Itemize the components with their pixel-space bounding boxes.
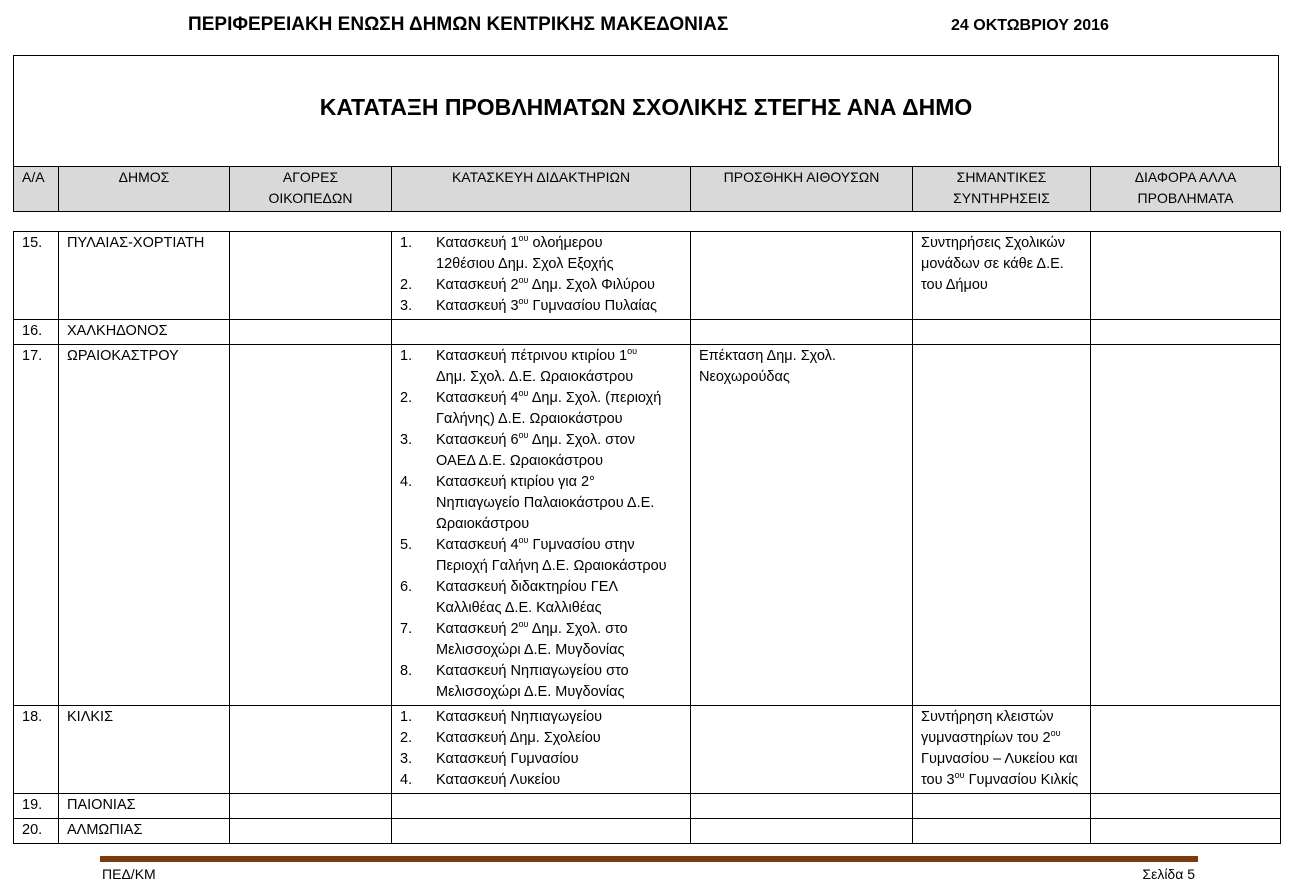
item-number: 2. (400, 277, 413, 293)
item-number: 2. (400, 730, 413, 746)
list-item (400, 661, 682, 703)
col-agores-line2: ΟΙΚΟΠΕΔΩΝ (268, 190, 353, 206)
row-number: 18. (14, 706, 59, 794)
item-text: Κατασκευή πέτρινου κτιρίου 1 (436, 348, 628, 364)
document-date: 24 ΟΚΤΩΒΡΙΟΥ 2016 (951, 17, 1109, 34)
row-number: 16. (14, 320, 59, 345)
municipality-name: ΠΥΛΑΙΑΣ-ΧΟΡΤΙΑΤΗ (59, 232, 230, 320)
item-number: 5. (400, 537, 413, 553)
item-number: 8. (400, 663, 413, 679)
header-table (13, 166, 1281, 212)
cell-diafora (1091, 819, 1281, 844)
cell-prosthiki (691, 819, 913, 844)
item-text: Δημ. Σχολ. Δ.Ε. Ωραιοκάστρου (436, 369, 634, 385)
item-text: Κατασκευή 2 (436, 277, 519, 293)
item-text: Ωραιοκάστρου (436, 516, 530, 532)
col-diafora-line1: ΔΙΑΦΟΡΑ ΑΛΛΑ (1134, 169, 1237, 185)
ordinal-suffix: ου (518, 388, 529, 398)
item-number: 3. (400, 432, 413, 448)
ordinal-suffix: ου (954, 770, 965, 780)
page-number: Σελίδα 5 (1142, 866, 1195, 882)
list-item (400, 388, 682, 430)
cell-agores (230, 345, 392, 706)
ordinal-suffix: ου (1050, 728, 1061, 738)
col-prosthiki: ΠΡΟΣΘΗΚΗ ΑΙΘΟΥΣΩΝ (691, 167, 913, 212)
ordinal-suffix: ου (518, 535, 529, 545)
cell-prosthiki: Επέκταση Δημ. Σχολ. Νεοχωρούδας (691, 345, 913, 706)
construction-list (400, 233, 682, 317)
cell-syntiriseis (913, 345, 1091, 706)
cell-agores (230, 794, 392, 819)
item-number: 7. (400, 621, 413, 637)
list-item (400, 430, 682, 472)
cell-diafora (1091, 232, 1281, 320)
table-row (14, 794, 1281, 819)
cell-syntiriseis (913, 819, 1091, 844)
item-text: ΟΑΕΔ Δ.Ε. Ωραιοκάστρου (436, 453, 604, 469)
item-text: Μελισσοχώρι Δ.Ε. Μυγδονίας (436, 642, 625, 658)
col-syntiriseis-line1: ΣΗΜΑΝΤΙΚΕΣ (956, 169, 1047, 185)
footer-organization: ΠΕΔ/ΚΜ (102, 866, 156, 882)
col-agores-line1: ΑΓΟΡΕΣ (282, 169, 339, 185)
item-number: 1. (400, 348, 413, 364)
organization-title: ΠΕΡΙΦΕΡΕΙΑΚΗ ΕΝΩΣΗ ΔΗΜΩΝ ΚΕΝΤΡΙΚΗΣ ΜΑΚΕΔΟΝΙΑΣ (188, 14, 729, 35)
ordinal-suffix: ου (518, 296, 529, 306)
list-item (400, 770, 682, 791)
construction-list (400, 346, 682, 703)
item-text: Κατασκευή Λυκείου (436, 772, 561, 788)
cell-syntiriseis (913, 794, 1091, 819)
item-text: Κατασκευή 1 (436, 235, 519, 251)
footer-divider (100, 856, 1198, 862)
item-number: 1. (400, 709, 413, 725)
item-text: Κατασκευή διδακτηρίου ΓΕΛ (436, 579, 619, 595)
list-item (400, 728, 682, 749)
maintenance-text: Συντήρηση κλειστών γυμναστηρίων του 2 (921, 709, 1054, 746)
item-number: 2. (400, 390, 413, 406)
row-number: 20. (14, 819, 59, 844)
item-text: Κατασκευή 3 (436, 298, 519, 314)
col-aa: Α/Α (14, 167, 59, 212)
col-syntiriseis-line2: ΣΥΝΤΗΡΗΣΕΙΣ (953, 190, 1050, 206)
col-kataskevi: ΚΑΤΑΣΚΕΥΗ ΔΙΔΑΚΤΗΡΙΩΝ (392, 167, 691, 212)
item-text: Κατασκευή κτιρίου για 2° (436, 474, 595, 490)
page-title: ΚΑΤΑΤΑΞΗ ΠΡΟΒΛΗΜΑΤΩΝ ΣΧΟΛΙΚΗΣ ΣΤΕΓΗΣ ΑΝΑ ΔΗΜΟ (319, 94, 973, 120)
item-text: Γυμνασίου Πυλαίας (528, 298, 658, 314)
list-item (400, 577, 682, 619)
list-item (400, 535, 682, 577)
item-text: ολοήμερου (528, 235, 603, 251)
maintenance-text: Γυμνασίου Κιλκίς (964, 772, 1079, 788)
ordinal-suffix: ου (627, 346, 638, 356)
item-text: Νηπιαγωγείο Παλαιοκάστρου Δ.Ε. (436, 495, 655, 511)
item-text: Κατασκευή Δημ. Σχολείου (436, 730, 601, 746)
ordinal-suffix: ου (518, 275, 529, 285)
col-dimos: ΔΗΜΟΣ (59, 167, 230, 212)
list-item (400, 275, 682, 296)
item-number: 6. (400, 579, 413, 595)
maintenance-text: Γυμνασίου – Λυκείου και του 3 (921, 751, 1078, 788)
item-text: Γαλήνης) Δ.Ε. Ωραιοκάστρου (436, 411, 623, 427)
item-number: 1. (400, 235, 413, 251)
item-number: 3. (400, 298, 413, 314)
cell-diafora (1091, 345, 1281, 706)
cell-diafora (1091, 706, 1281, 794)
cell-agores (230, 819, 392, 844)
item-text: Κατασκευή Γυμνασίου (436, 751, 579, 767)
col-agores (230, 167, 392, 212)
cell-syntiriseis (913, 320, 1091, 345)
municipality-name: ΚΙΛΚΙΣ (59, 706, 230, 794)
cell-kataskevi (392, 794, 691, 819)
row-number: 15. (14, 232, 59, 320)
table-row (14, 706, 1281, 794)
row-number: 17. (14, 345, 59, 706)
list-item (400, 707, 682, 728)
cell-kataskevi (392, 345, 691, 706)
list-item (400, 472, 682, 535)
list-item (400, 296, 682, 317)
cell-prosthiki (691, 232, 913, 320)
ordinal-suffix: ου (518, 430, 529, 440)
cell-syntiriseis (913, 706, 1091, 794)
list-item (400, 233, 682, 275)
col-diafora (1091, 167, 1281, 212)
item-text: Καλλιθέας Δ.Ε. Καλλιθέας (436, 600, 602, 616)
col-diafora-line2: ΠΡΟΒΛΗΜΑΤΑ (1137, 190, 1234, 206)
cell-agores (230, 232, 392, 320)
item-text: Γυμνασίου στην (528, 537, 635, 553)
ordinal-suffix: ου (518, 233, 529, 243)
data-table (13, 231, 1281, 844)
table-row (14, 345, 1281, 706)
header-row (14, 167, 1281, 212)
item-number: 4. (400, 772, 413, 788)
cell-kataskevi (392, 819, 691, 844)
cell-diafora (1091, 794, 1281, 819)
cell-kataskevi (392, 232, 691, 320)
list-item (400, 346, 682, 388)
document-header (0, 14, 1292, 40)
municipality-name: ΧΑΛΚΗΔΟΝΟΣ (59, 320, 230, 345)
item-text: Κατασκευή Νηπιαγωγείου στο (436, 663, 629, 679)
cell-prosthiki (691, 794, 913, 819)
list-item (400, 619, 682, 661)
item-text: Κατασκευή 2 (436, 621, 519, 637)
item-text: Περιοχή Γαλήνη Δ.Ε. Ωραιοκάστρου (436, 558, 667, 574)
table-row (14, 819, 1281, 844)
item-text: Κατασκευή Νηπιαγωγείου (436, 709, 603, 725)
cell-kataskevi (392, 320, 691, 345)
item-text: Κατασκευή 6 (436, 432, 519, 448)
cell-agores (230, 320, 392, 345)
item-text: Μελισσοχώρι Δ.Ε. Μυγδονίας (436, 684, 625, 700)
item-text: Δημ. Σχολ. στο (528, 621, 628, 637)
municipality-name: ΩΡΑΙΟΚΑΣΤΡΟΥ (59, 345, 230, 706)
item-number: 4. (400, 474, 413, 490)
list-item (400, 749, 682, 770)
cell-syntiriseis: Συντηρήσεις Σχολικών μονάδων σε κάθε Δ.Ε. του Δήμου (913, 232, 1091, 320)
item-text: Δημ. Σχολ Φιλύρου (528, 277, 655, 293)
municipality-name: ΠΑΙΟΝΙΑΣ (59, 794, 230, 819)
item-number: 3. (400, 751, 413, 767)
table-row (14, 232, 1281, 320)
item-text: Δημ. Σχολ. στον (528, 432, 635, 448)
cell-kataskevi (392, 706, 691, 794)
item-text: Κατασκευή 4 (436, 537, 519, 553)
item-text: 12θέσιου Δημ. Σχολ Εξοχής (436, 256, 614, 272)
col-syntiriseis (913, 167, 1091, 212)
cell-agores (230, 706, 392, 794)
title-box (13, 55, 1279, 166)
cell-diafora (1091, 320, 1281, 345)
row-number: 19. (14, 794, 59, 819)
municipality-name: ΑΛΜΩΠΙΑΣ (59, 819, 230, 844)
construction-list (400, 707, 682, 791)
item-text: Δημ. Σχολ. (περιοχή (528, 390, 662, 406)
ordinal-suffix: ου (518, 619, 529, 629)
item-text: Κατασκευή 4 (436, 390, 519, 406)
cell-prosthiki (691, 706, 913, 794)
cell-prosthiki (691, 320, 913, 345)
table-row (14, 320, 1281, 345)
